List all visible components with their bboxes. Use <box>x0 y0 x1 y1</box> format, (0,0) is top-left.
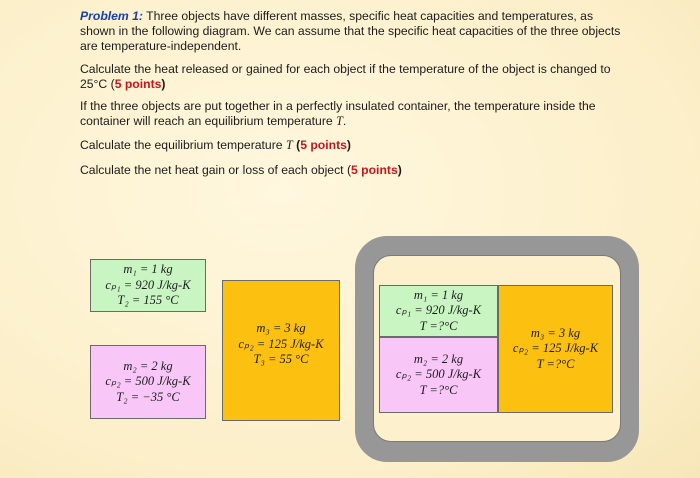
container-object-1-box <box>379 285 498 337</box>
question-1-text: Calculate the heat released or gained for each object if the temperature of the object is changed to 25°C ( <box>80 62 611 91</box>
container-object-2-heat-capacity: cₚ₂ = 500 J/kg-K <box>395 367 482 382</box>
scenario-var: T <box>336 114 343 128</box>
container-object-3-temperature: T =?°C <box>536 356 575 371</box>
question-2-text: Calculate the equilibrium temperature <box>80 138 286 152</box>
container-object-3-heat-capacity: cₚ₂ = 125 J/kg-K <box>512 341 599 356</box>
object-1-box <box>90 259 206 312</box>
problem-label: Problem 1: <box>80 9 143 23</box>
question-2 <box>80 138 625 153</box>
object-2-mass: m₂ = 2 kg <box>123 358 173 373</box>
question-3-text: Calculate the net heat gain or loss of each object ( <box>80 163 351 177</box>
container-object-3-box <box>498 285 613 413</box>
question-1-close: ) <box>161 77 166 91</box>
container-object-2-box <box>379 337 498 413</box>
object-2-temperature: T₂ = −35 °C <box>116 389 180 404</box>
scenario-text: If the three objects are put together in a perfectly insulated container, the temperature inside the container will reach an equilibrium temperature <box>80 99 596 128</box>
problem-intro <box>80 9 625 54</box>
scenario-end: . <box>342 114 347 128</box>
object-1-heat-capacity: cₚ₁ = 920 J/kg-K <box>105 277 191 292</box>
object-1-temperature: T₂ = 155 °C <box>117 293 179 308</box>
container-object-1-heat-capacity: cₚ₁ = 920 J/kg-K <box>395 303 482 318</box>
object-3-mass: m₃ = 3 kg <box>256 321 306 335</box>
container-object-1-temperature: T =?°C <box>419 318 458 333</box>
scenario <box>80 99 625 129</box>
object-3-heat-capacity: cₚ₂ = 125 J/kg-K <box>238 336 324 351</box>
container-object-3-mass: m₃ = 3 kg <box>530 325 581 340</box>
object-2-heat-capacity: cₚ₂ = 500 J/kg-K <box>105 374 191 389</box>
object-3-temperature: T₃ = 55 °C <box>253 352 309 366</box>
question-3-close: ) <box>397 163 402 177</box>
problem-intro-text: Three objects have different masses, specific heat capacities and temperatures, as shown in the following diagram. We can assume that the specific heat capacities of the three objects are temperature-independent. <box>80 9 621 53</box>
question-1-points: 5 points <box>114 77 162 91</box>
question-1 <box>80 62 625 92</box>
container-object-2-mass: m₂ = 2 kg <box>413 351 464 366</box>
question-2-open: ( <box>292 138 301 152</box>
question-2-close: ) <box>346 138 351 152</box>
container-object-2-temperature: T =?°C <box>419 382 458 397</box>
question-2-points: 5 points <box>300 138 347 152</box>
question-3 <box>80 163 625 178</box>
object-1-mass: m₁ = 1 kg <box>123 262 173 277</box>
object-3-box <box>222 280 340 421</box>
question-2-var: T <box>285 138 293 152</box>
container-object-1-mass: m₁ = 1 kg <box>413 287 464 302</box>
question-3-points: 5 points <box>351 163 398 177</box>
object-2-box <box>90 345 206 419</box>
